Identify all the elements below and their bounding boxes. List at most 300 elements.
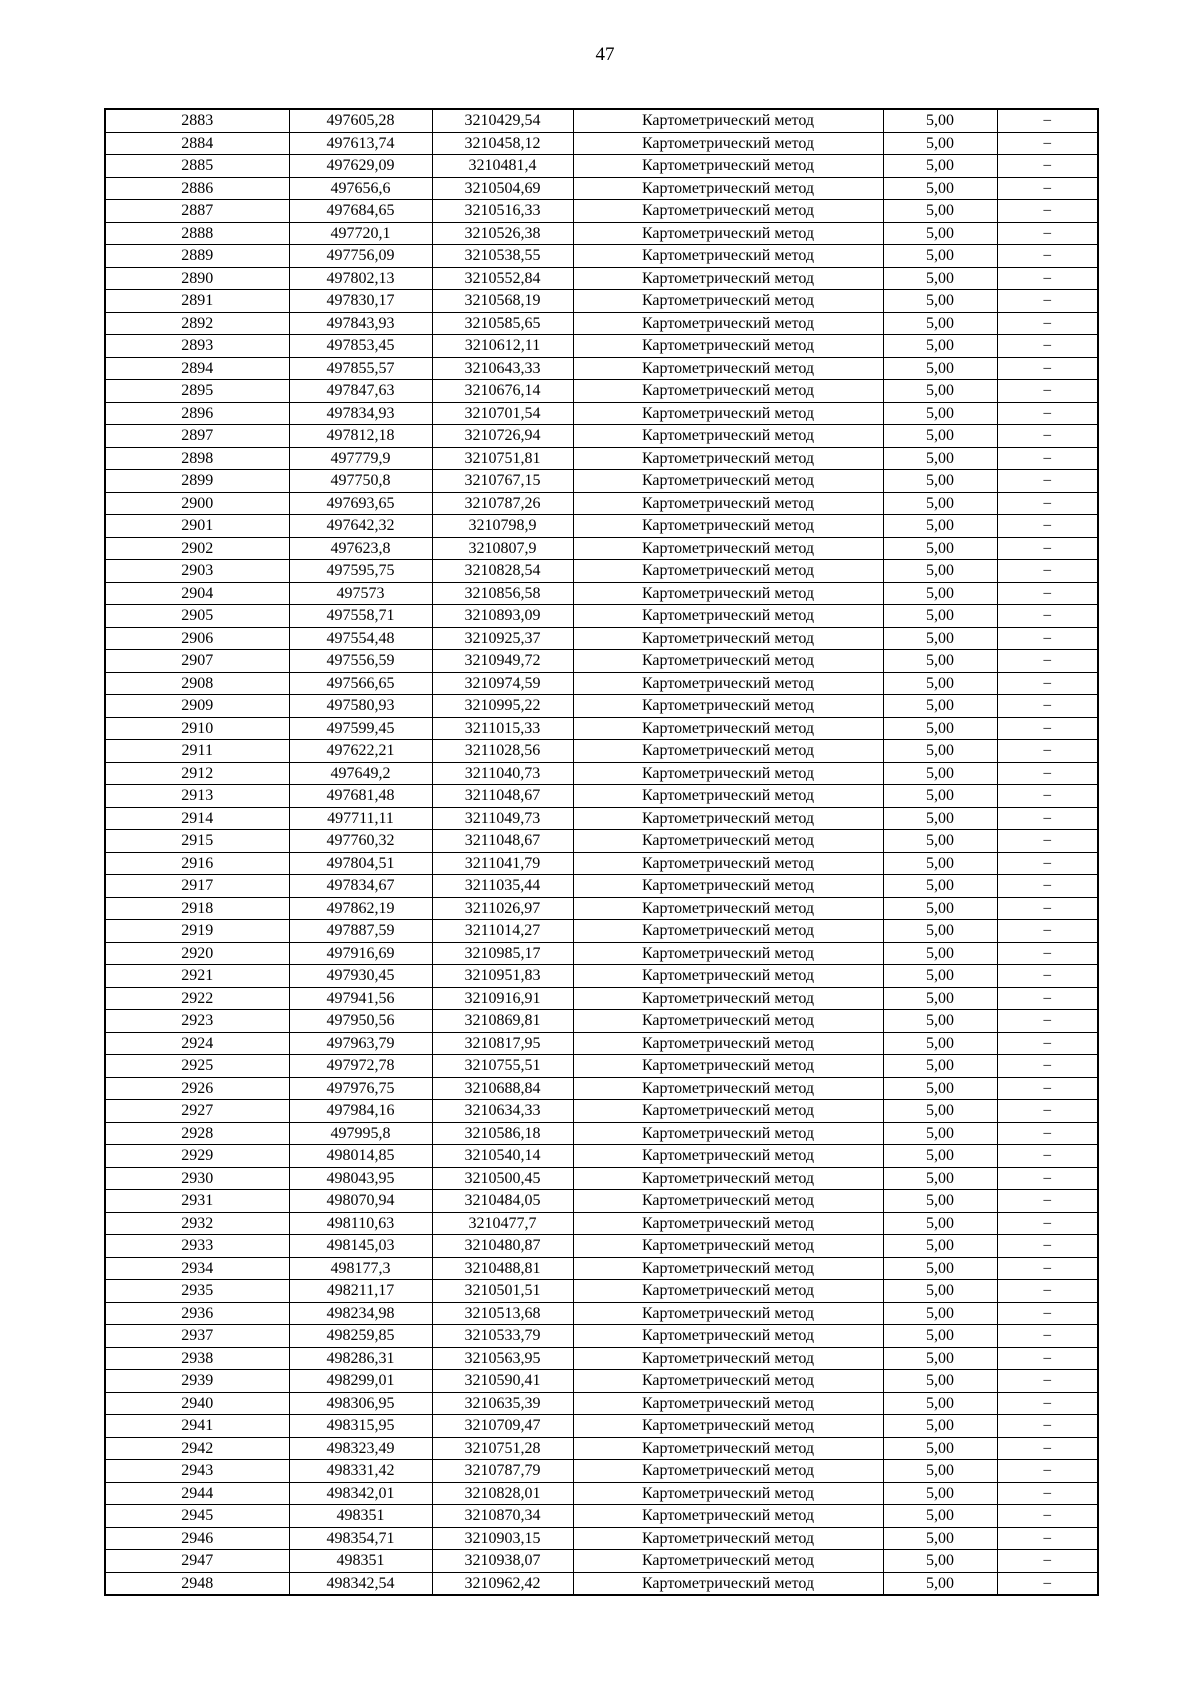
point-number-cell: 2926 — [105, 1077, 289, 1100]
table-row — [105, 447, 1098, 470]
method-cell: Картометрический метод — [573, 357, 883, 380]
note-cell: – — [997, 357, 1098, 380]
note-cell: – — [997, 920, 1098, 943]
table-row — [105, 200, 1098, 223]
method-cell: Картометрический метод — [573, 335, 883, 358]
method-cell: Картометрический метод — [573, 1415, 883, 1438]
point-number-cell: 2934 — [105, 1257, 289, 1280]
accuracy-cell: 5,00 — [883, 1325, 997, 1348]
point-number-cell: 2935 — [105, 1280, 289, 1303]
point-number-cell: 2920 — [105, 942, 289, 965]
note-cell: – — [997, 537, 1098, 560]
note-cell: – — [997, 1190, 1098, 1213]
note-cell: – — [997, 1302, 1098, 1325]
accuracy-cell: 5,00 — [883, 1460, 997, 1483]
table-row — [105, 402, 1098, 425]
note-cell: – — [997, 1010, 1098, 1033]
x-coordinate-cell: 497642,32 — [289, 515, 432, 538]
x-coordinate-cell: 497963,79 — [289, 1032, 432, 1055]
point-number-cell: 2913 — [105, 785, 289, 808]
point-number-cell: 2894 — [105, 357, 289, 380]
accuracy-cell: 5,00 — [883, 177, 997, 200]
point-number-cell: 2907 — [105, 650, 289, 673]
method-cell: Картометрический метод — [573, 492, 883, 515]
point-number-cell: 2930 — [105, 1167, 289, 1190]
accuracy-cell: 5,00 — [883, 245, 997, 268]
method-cell: Картометрический метод — [573, 1527, 883, 1550]
point-number-cell: 2897 — [105, 425, 289, 448]
y-coordinate-cell: 3210585,65 — [432, 312, 573, 335]
method-cell: Картометрический метод — [573, 1145, 883, 1168]
x-coordinate-cell: 497711,11 — [289, 807, 432, 830]
method-cell: Картометрический метод — [573, 1010, 883, 1033]
method-cell: Картометрический метод — [573, 762, 883, 785]
y-coordinate-cell: 3210828,54 — [432, 560, 573, 583]
method-cell: Картометрический метод — [573, 1055, 883, 1078]
method-cell: Картометрический метод — [573, 582, 883, 605]
accuracy-cell: 5,00 — [883, 605, 997, 628]
x-coordinate-cell: 497941,56 — [289, 987, 432, 1010]
method-cell: Картометрический метод — [573, 1370, 883, 1393]
table-row — [105, 1212, 1098, 1235]
point-number-cell: 2941 — [105, 1415, 289, 1438]
point-number-cell: 2890 — [105, 267, 289, 290]
method-cell: Картометрический метод — [573, 200, 883, 223]
note-cell: – — [997, 1100, 1098, 1123]
x-coordinate-cell: 498177,3 — [289, 1257, 432, 1280]
accuracy-cell: 5,00 — [883, 785, 997, 808]
point-number-cell: 2911 — [105, 740, 289, 763]
y-coordinate-cell: 3210540,14 — [432, 1145, 573, 1168]
note-cell: – — [997, 222, 1098, 245]
accuracy-cell: 5,00 — [883, 1482, 997, 1505]
table-row — [105, 1482, 1098, 1505]
note-cell: – — [997, 942, 1098, 965]
method-cell: Картометрический метод — [573, 560, 883, 583]
method-cell: Картометрический метод — [573, 987, 883, 1010]
table-row — [105, 875, 1098, 898]
point-number-cell: 2891 — [105, 290, 289, 313]
point-number-cell: 2915 — [105, 830, 289, 853]
table-row — [105, 762, 1098, 785]
x-coordinate-cell: 498110,63 — [289, 1212, 432, 1235]
accuracy-cell: 5,00 — [883, 290, 997, 313]
x-coordinate-cell: 497843,93 — [289, 312, 432, 335]
note-cell: – — [997, 785, 1098, 808]
method-cell: Картометрический метод — [573, 942, 883, 965]
point-number-cell: 2924 — [105, 1032, 289, 1055]
method-cell: Картометрический метод — [573, 830, 883, 853]
point-number-cell: 2927 — [105, 1100, 289, 1123]
method-cell: Картометрический метод — [573, 852, 883, 875]
method-cell: Картометрический метод — [573, 1032, 883, 1055]
table-row — [105, 1370, 1098, 1393]
y-coordinate-cell: 3210477,7 — [432, 1212, 573, 1235]
method-cell: Картометрический метод — [573, 965, 883, 988]
y-coordinate-cell: 3210870,34 — [432, 1505, 573, 1528]
table-row — [105, 1302, 1098, 1325]
accuracy-cell: 5,00 — [883, 1370, 997, 1393]
y-coordinate-cell: 3210903,15 — [432, 1527, 573, 1550]
note-cell: – — [997, 627, 1098, 650]
method-cell: Картометрический метод — [573, 402, 883, 425]
y-coordinate-cell: 3210798,9 — [432, 515, 573, 538]
y-coordinate-cell: 3210481,4 — [432, 155, 573, 178]
table-row — [105, 492, 1098, 515]
method-cell: Картометрический метод — [573, 537, 883, 560]
accuracy-cell: 5,00 — [883, 1212, 997, 1235]
accuracy-cell: 5,00 — [883, 830, 997, 853]
y-coordinate-cell: 3210538,55 — [432, 245, 573, 268]
note-cell: – — [997, 852, 1098, 875]
y-coordinate-cell: 3210817,95 — [432, 1032, 573, 1055]
y-coordinate-cell: 3210634,33 — [432, 1100, 573, 1123]
y-coordinate-cell: 3210504,69 — [432, 177, 573, 200]
point-number-cell: 2887 — [105, 200, 289, 223]
table-row — [105, 380, 1098, 403]
table-row — [105, 1437, 1098, 1460]
y-coordinate-cell: 3210916,91 — [432, 987, 573, 1010]
table-row — [105, 1347, 1098, 1370]
point-number-cell: 2908 — [105, 672, 289, 695]
y-coordinate-cell: 3210869,81 — [432, 1010, 573, 1033]
method-cell: Картометрический метод — [573, 109, 883, 132]
table-row — [105, 515, 1098, 538]
accuracy-cell: 5,00 — [883, 1010, 997, 1033]
note-cell: – — [997, 717, 1098, 740]
y-coordinate-cell: 3211041,79 — [432, 852, 573, 875]
note-cell: – — [997, 1257, 1098, 1280]
y-coordinate-cell: 3210526,38 — [432, 222, 573, 245]
note-cell: – — [997, 380, 1098, 403]
y-coordinate-cell: 3210985,17 — [432, 942, 573, 965]
accuracy-cell: 5,00 — [883, 515, 997, 538]
note-cell: – — [997, 965, 1098, 988]
table-row — [105, 672, 1098, 695]
x-coordinate-cell: 497684,65 — [289, 200, 432, 223]
table-row — [105, 965, 1098, 988]
note-cell: – — [997, 1347, 1098, 1370]
point-number-cell: 2898 — [105, 447, 289, 470]
method-cell: Картометрический метод — [573, 1460, 883, 1483]
note-cell: – — [997, 807, 1098, 830]
x-coordinate-cell: 497656,6 — [289, 177, 432, 200]
y-coordinate-cell: 3211026,97 — [432, 897, 573, 920]
table-row — [105, 1527, 1098, 1550]
table-row — [105, 560, 1098, 583]
table-row — [105, 470, 1098, 493]
x-coordinate-cell: 497995,8 — [289, 1122, 432, 1145]
point-number-cell: 2885 — [105, 155, 289, 178]
point-number-cell: 2896 — [105, 402, 289, 425]
method-cell: Картометрический метод — [573, 605, 883, 628]
x-coordinate-cell: 497887,59 — [289, 920, 432, 943]
x-coordinate-cell: 497622,21 — [289, 740, 432, 763]
note-cell: – — [997, 109, 1098, 132]
table-row — [105, 290, 1098, 313]
accuracy-cell: 5,00 — [883, 560, 997, 583]
note-cell: – — [997, 1437, 1098, 1460]
note-cell: – — [997, 1370, 1098, 1393]
accuracy-cell: 5,00 — [883, 717, 997, 740]
note-cell: – — [997, 267, 1098, 290]
table-row — [105, 177, 1098, 200]
accuracy-cell: 5,00 — [883, 1505, 997, 1528]
note-cell: – — [997, 1077, 1098, 1100]
point-number-cell: 2928 — [105, 1122, 289, 1145]
table-row — [105, 605, 1098, 628]
table-row — [105, 1010, 1098, 1033]
point-number-cell: 2929 — [105, 1145, 289, 1168]
accuracy-cell: 5,00 — [883, 1190, 997, 1213]
accuracy-cell: 5,00 — [883, 852, 997, 875]
accuracy-cell: 5,00 — [883, 875, 997, 898]
y-coordinate-cell: 3210501,51 — [432, 1280, 573, 1303]
point-number-cell: 2899 — [105, 470, 289, 493]
x-coordinate-cell: 497855,57 — [289, 357, 432, 380]
note-cell: – — [997, 515, 1098, 538]
x-coordinate-cell: 497834,67 — [289, 875, 432, 898]
y-coordinate-cell: 3211040,73 — [432, 762, 573, 785]
x-coordinate-cell: 497693,65 — [289, 492, 432, 515]
x-coordinate-cell: 497580,93 — [289, 695, 432, 718]
x-coordinate-cell: 497558,71 — [289, 605, 432, 628]
table-row — [105, 785, 1098, 808]
point-number-cell: 2925 — [105, 1055, 289, 1078]
note-cell: – — [997, 875, 1098, 898]
point-number-cell: 2936 — [105, 1302, 289, 1325]
method-cell: Картометрический метод — [573, 515, 883, 538]
table-row — [105, 425, 1098, 448]
y-coordinate-cell: 3210726,94 — [432, 425, 573, 448]
note-cell: – — [997, 132, 1098, 155]
accuracy-cell: 5,00 — [883, 335, 997, 358]
point-number-cell: 2933 — [105, 1235, 289, 1258]
y-coordinate-cell: 3210949,72 — [432, 650, 573, 673]
accuracy-cell: 5,00 — [883, 267, 997, 290]
y-coordinate-cell: 3210787,79 — [432, 1460, 573, 1483]
note-cell: – — [997, 740, 1098, 763]
method-cell: Картометрический метод — [573, 470, 883, 493]
method-cell: Картометрический метод — [573, 1257, 883, 1280]
method-cell: Картометрический метод — [573, 1212, 883, 1235]
point-number-cell: 2892 — [105, 312, 289, 335]
note-cell: – — [997, 1235, 1098, 1258]
table-row — [105, 582, 1098, 605]
accuracy-cell: 5,00 — [883, 1347, 997, 1370]
y-coordinate-cell: 3210893,09 — [432, 605, 573, 628]
y-coordinate-cell: 3210751,28 — [432, 1437, 573, 1460]
accuracy-cell: 5,00 — [883, 492, 997, 515]
accuracy-cell: 5,00 — [883, 1550, 997, 1573]
note-cell: – — [997, 1482, 1098, 1505]
point-number-cell: 2895 — [105, 380, 289, 403]
note-cell: – — [997, 200, 1098, 223]
point-number-cell: 2905 — [105, 605, 289, 628]
accuracy-cell: 5,00 — [883, 897, 997, 920]
y-coordinate-cell: 3210709,47 — [432, 1415, 573, 1438]
accuracy-cell: 5,00 — [883, 740, 997, 763]
y-coordinate-cell: 3211049,73 — [432, 807, 573, 830]
method-cell: Картометрический метод — [573, 132, 883, 155]
x-coordinate-cell: 498043,95 — [289, 1167, 432, 1190]
note-cell: – — [997, 1280, 1098, 1303]
accuracy-cell: 5,00 — [883, 200, 997, 223]
y-coordinate-cell: 3210590,41 — [432, 1370, 573, 1393]
x-coordinate-cell: 497976,75 — [289, 1077, 432, 1100]
point-number-cell: 2938 — [105, 1347, 289, 1370]
accuracy-cell: 5,00 — [883, 627, 997, 650]
x-coordinate-cell: 497812,18 — [289, 425, 432, 448]
accuracy-cell: 5,00 — [883, 1167, 997, 1190]
y-coordinate-cell: 3210974,59 — [432, 672, 573, 695]
point-number-cell: 2946 — [105, 1527, 289, 1550]
accuracy-cell: 5,00 — [883, 402, 997, 425]
point-number-cell: 2947 — [105, 1550, 289, 1573]
y-coordinate-cell: 3210612,11 — [432, 335, 573, 358]
method-cell: Картометрический метод — [573, 1122, 883, 1145]
point-number-cell: 2918 — [105, 897, 289, 920]
y-coordinate-cell: 3210429,54 — [432, 109, 573, 132]
y-coordinate-cell: 3210938,07 — [432, 1550, 573, 1573]
table-row — [105, 1325, 1098, 1348]
y-coordinate-cell: 3210533,79 — [432, 1325, 573, 1348]
note-cell: – — [997, 695, 1098, 718]
point-number-cell: 2906 — [105, 627, 289, 650]
y-coordinate-cell: 3210513,68 — [432, 1302, 573, 1325]
x-coordinate-cell: 497554,48 — [289, 627, 432, 650]
point-number-cell: 2888 — [105, 222, 289, 245]
note-cell: – — [997, 605, 1098, 628]
x-coordinate-cell: 497802,13 — [289, 267, 432, 290]
y-coordinate-cell: 3211048,67 — [432, 830, 573, 853]
y-coordinate-cell: 3210751,81 — [432, 447, 573, 470]
note-cell: – — [997, 425, 1098, 448]
point-number-cell: 2889 — [105, 245, 289, 268]
point-number-cell: 2917 — [105, 875, 289, 898]
point-number-cell: 2945 — [105, 1505, 289, 1528]
y-coordinate-cell: 3211028,56 — [432, 740, 573, 763]
note-cell: – — [997, 672, 1098, 695]
note-cell: – — [997, 987, 1098, 1010]
point-number-cell: 2902 — [105, 537, 289, 560]
accuracy-cell: 5,00 — [883, 425, 997, 448]
table-row — [105, 1415, 1098, 1438]
table-row — [105, 267, 1098, 290]
method-cell: Картометрический метод — [573, 1437, 883, 1460]
table-row — [105, 1235, 1098, 1258]
x-coordinate-cell: 497599,45 — [289, 717, 432, 740]
y-coordinate-cell: 3210807,9 — [432, 537, 573, 560]
method-cell: Картометрический метод — [573, 717, 883, 740]
accuracy-cell: 5,00 — [883, 222, 997, 245]
point-number-cell: 2923 — [105, 1010, 289, 1033]
note-cell: – — [997, 447, 1098, 470]
table-row — [105, 222, 1098, 245]
table-row — [105, 1032, 1098, 1055]
x-coordinate-cell: 498342,01 — [289, 1482, 432, 1505]
table-row — [105, 335, 1098, 358]
accuracy-cell: 5,00 — [883, 1122, 997, 1145]
accuracy-cell: 5,00 — [883, 1302, 997, 1325]
table-row — [105, 1572, 1098, 1595]
point-number-cell: 2916 — [105, 852, 289, 875]
y-coordinate-cell: 3210995,22 — [432, 695, 573, 718]
note-cell: – — [997, 492, 1098, 515]
page-number: 47 — [595, 44, 615, 65]
coordinates-table — [104, 108, 1099, 1596]
note-cell: – — [997, 1212, 1098, 1235]
x-coordinate-cell: 497556,59 — [289, 650, 432, 673]
accuracy-cell: 5,00 — [883, 1032, 997, 1055]
method-cell: Картометрический метод — [573, 380, 883, 403]
method-cell: Картометрический метод — [573, 1190, 883, 1213]
accuracy-cell: 5,00 — [883, 987, 997, 1010]
point-number-cell: 2912 — [105, 762, 289, 785]
x-coordinate-cell: 497847,63 — [289, 380, 432, 403]
accuracy-cell: 5,00 — [883, 920, 997, 943]
method-cell: Картометрический метод — [573, 785, 883, 808]
y-coordinate-cell: 3210500,45 — [432, 1167, 573, 1190]
method-cell: Картометрический метод — [573, 267, 883, 290]
accuracy-cell: 5,00 — [883, 650, 997, 673]
table-row — [105, 1550, 1098, 1573]
note-cell: – — [997, 1145, 1098, 1168]
accuracy-cell: 5,00 — [883, 672, 997, 695]
point-number-cell: 2883 — [105, 109, 289, 132]
note-cell: – — [997, 290, 1098, 313]
y-coordinate-cell: 3210480,87 — [432, 1235, 573, 1258]
x-coordinate-cell: 497629,09 — [289, 155, 432, 178]
point-number-cell: 2944 — [105, 1482, 289, 1505]
point-number-cell: 2884 — [105, 132, 289, 155]
accuracy-cell: 5,00 — [883, 132, 997, 155]
y-coordinate-cell: 3210458,12 — [432, 132, 573, 155]
accuracy-cell: 5,00 — [883, 1100, 997, 1123]
y-coordinate-cell: 3210484,05 — [432, 1190, 573, 1213]
y-coordinate-cell: 3210635,39 — [432, 1392, 573, 1415]
accuracy-cell: 5,00 — [883, 762, 997, 785]
accuracy-cell: 5,00 — [883, 470, 997, 493]
y-coordinate-cell: 3211014,27 — [432, 920, 573, 943]
note-cell: – — [997, 897, 1098, 920]
method-cell: Картометрический метод — [573, 875, 883, 898]
method-cell: Картометрический метод — [573, 1077, 883, 1100]
table-row — [105, 357, 1098, 380]
table-row — [105, 807, 1098, 830]
x-coordinate-cell: 497573 — [289, 582, 432, 605]
accuracy-cell: 5,00 — [883, 965, 997, 988]
note-cell: – — [997, 177, 1098, 200]
note-cell: – — [997, 335, 1098, 358]
x-coordinate-cell: 498331,42 — [289, 1460, 432, 1483]
note-cell: – — [997, 1527, 1098, 1550]
method-cell: Картометрический метод — [573, 1347, 883, 1370]
accuracy-cell: 5,00 — [883, 1527, 997, 1550]
method-cell: Картометрический метод — [573, 245, 883, 268]
table-row — [105, 920, 1098, 943]
table-row — [105, 717, 1098, 740]
table-row — [105, 1257, 1098, 1280]
table-row — [105, 537, 1098, 560]
table-row — [105, 740, 1098, 763]
x-coordinate-cell: 498354,71 — [289, 1527, 432, 1550]
method-cell: Картометрический метод — [573, 1572, 883, 1595]
table-row — [105, 987, 1098, 1010]
method-cell: Картометрический метод — [573, 920, 883, 943]
method-cell: Картометрический метод — [573, 290, 883, 313]
accuracy-cell: 5,00 — [883, 109, 997, 132]
